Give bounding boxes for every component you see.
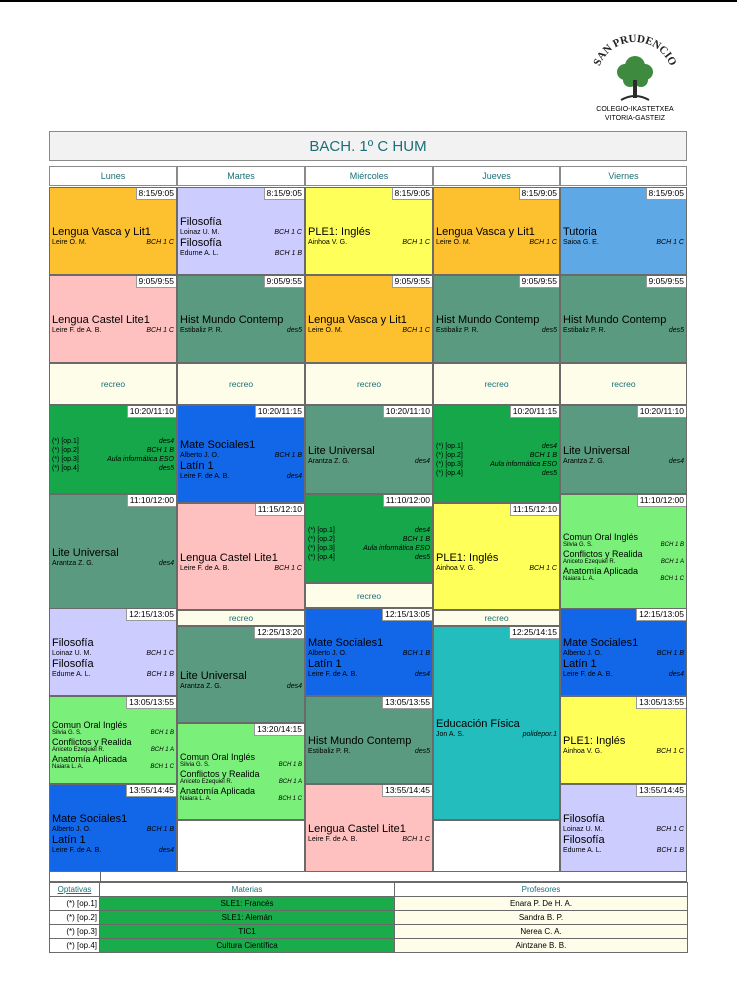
teacher-name: Leire F. de A. B.	[180, 472, 230, 480]
teacher-name: Jon A. S.	[436, 731, 465, 738]
recreo-block: recreo	[305, 583, 433, 608]
room-label: des4	[286, 682, 302, 690]
schedule-title: BACH. 1º C HUM	[49, 131, 687, 161]
day-header: Miércoles	[305, 166, 433, 186]
teacher-name: Ainhoa V. G.	[308, 239, 348, 246]
slot-time: 12:15/13:05	[382, 609, 432, 621]
teacher-name: Silvia G. S.	[180, 761, 210, 768]
teacher-name: Loinaz U. M.	[52, 649, 92, 657]
room-label: BCH 1 B	[150, 730, 174, 736]
subject-name: Latín 1	[308, 657, 342, 670]
room-label: BCH 1 C	[150, 764, 174, 770]
tree-logo-icon	[585, 22, 685, 106]
teacher-name: Estibaliz P. R.	[180, 327, 223, 334]
room-label: BCH 1 C	[656, 239, 684, 246]
class-slot[interactable]	[305, 784, 433, 872]
room-label: BCH 1 B	[656, 846, 684, 854]
materias-header: Materias	[100, 883, 395, 897]
slot-time: 11:15/12:10	[510, 504, 559, 516]
room-label: BCH 1 B	[278, 761, 302, 768]
class-slot[interactable]	[560, 275, 687, 363]
class-slot[interactable]	[177, 275, 305, 363]
subject-name: Hist Mundo Contemp	[563, 314, 667, 326]
class-slot[interactable]	[433, 187, 560, 275]
teacher-name: Naiara L. A.	[563, 575, 595, 582]
teacher-name: Leire O. M.	[436, 239, 471, 246]
class-slot[interactable]	[305, 608, 433, 696]
subject-name: Anatomía Aplicada	[180, 785, 256, 796]
teacher-name: Arantza Z. G.	[563, 457, 605, 465]
option-code: (*) [op.2]	[50, 911, 100, 925]
subject-name: Lengua Vasca y Lit1	[308, 314, 407, 326]
room-label: des4	[414, 527, 430, 534]
teacher-name: (*) [op.1]	[52, 438, 79, 445]
option-code: (*) [op.1]	[50, 897, 100, 911]
slot-time: 10:20/11:15	[255, 406, 304, 418]
slot-time: 8:15/9:05	[136, 188, 176, 200]
class-slot[interactable]	[305, 696, 433, 784]
teacher-name: Aniceto Ezequiel R.	[180, 778, 233, 785]
room-label: des5	[541, 327, 557, 334]
class-slot[interactable]	[560, 696, 687, 784]
class-slot[interactable]	[49, 275, 177, 363]
room-label: des4	[668, 457, 684, 465]
teacher-name: Loinaz U. M.	[180, 228, 220, 236]
slot-time: 13:55/14:45	[126, 785, 176, 797]
teacher-name: Silvia G. S.	[563, 541, 593, 548]
room-label: BCH 1 C	[402, 327, 430, 334]
slot-time: 9:05/9:55	[392, 276, 432, 288]
room-label: BCH 1 C	[656, 825, 684, 833]
logo-line-2: VITORIA-GASTEIZ	[604, 115, 666, 122]
teacher-name: Alberto J. O.	[52, 825, 91, 833]
subject-name: Latín 1	[180, 459, 214, 472]
slot-time: 8:15/9:05	[646, 188, 686, 200]
option-subject: TIC1	[100, 925, 395, 939]
room-label: BCH 1 C	[146, 239, 174, 246]
slot-time: 9:05/9:55	[136, 276, 176, 288]
subject-name: Educación Física	[436, 718, 520, 730]
slot-time: 10:20/11:10	[383, 406, 432, 418]
optativas-header[interactable]: Optativas	[50, 883, 100, 897]
slot-time: 11:10/12:00	[637, 495, 686, 507]
class-slot[interactable]	[49, 784, 177, 872]
slot-time: 13:05/13:55	[126, 697, 176, 709]
slot-time: 11:10/12:00	[383, 495, 432, 507]
teacher-name: Ainhoa V. G.	[563, 748, 603, 755]
school-logo	[585, 22, 685, 132]
teacher-name: (*) [op.4]	[308, 554, 335, 561]
class-slot[interactable]	[305, 275, 433, 363]
class-slot[interactable]	[560, 494, 687, 609]
empty-slot	[177, 820, 305, 872]
room-label: BCH 1 A	[278, 778, 302, 785]
teacher-name: Loinaz U. M.	[563, 825, 603, 833]
teacher-name: Ainhoa V. G.	[436, 564, 476, 572]
slot-time: 9:05/9:55	[264, 276, 304, 288]
teacher-name: (*) [op.2]	[52, 447, 79, 454]
subject-name: Comun Oral Inglés	[563, 531, 639, 542]
recreo-block: recreo	[49, 363, 177, 405]
subject-name: Lengua Vasca y Lit1	[436, 226, 535, 238]
subject-name: Lengua Castel Lite1	[52, 314, 150, 326]
slot-time: 10:20/11:15	[510, 406, 559, 418]
slot-time: 11:10/12:00	[127, 495, 176, 507]
room-label: BCH 1 C	[146, 327, 174, 334]
class-slot[interactable]	[177, 723, 305, 820]
subject-name: Latín 1	[52, 833, 86, 846]
slot-time: 12:25/14:15	[509, 627, 559, 639]
teacher-name: Naiara L. A.	[180, 795, 212, 802]
class-slot[interactable]	[305, 494, 433, 583]
room-label: BCH 1 B	[274, 451, 302, 459]
slot-time: 8:15/9:05	[392, 188, 432, 200]
subject-name: Conflictos y Realida	[563, 548, 643, 559]
subject-name: Mate Sociales1	[563, 636, 639, 649]
room-label: des5	[286, 327, 302, 334]
subject-name: Filosofía	[180, 236, 222, 249]
option-row	[50, 897, 688, 911]
teacher-name: Alberto J. O.	[180, 451, 219, 459]
subject-name: Hist Mundo Contemp	[180, 314, 284, 326]
room-label: BCH 1 C	[274, 564, 302, 572]
slot-time: 9:05/9:55	[519, 276, 559, 288]
subject-name: Anatomía Aplicada	[563, 565, 639, 576]
teacher-name: Arantza Z. G.	[180, 682, 222, 690]
slot-time: 11:15/12:10	[255, 504, 304, 516]
room-label: BCH 1 C	[278, 795, 302, 802]
slot-time: 9:05/9:55	[646, 276, 686, 288]
room-label: Aula informática ESO	[107, 456, 174, 463]
day-header: Jueves	[433, 166, 560, 186]
teacher-name: Alberto J. O.	[308, 649, 347, 657]
subject-name: Lengua Vasca y Lit1	[52, 226, 151, 238]
class-slot[interactable]	[49, 405, 177, 494]
room-label: Aula informática ESO	[363, 545, 430, 552]
teacher-name: Leire F. de A. B.	[308, 836, 358, 843]
teacher-name: Leire F. de A. B.	[52, 846, 102, 854]
room-label: BCH 1 B	[656, 649, 684, 657]
room-label: Aula informática ESO	[490, 460, 557, 468]
teacher-name: Saioa G. E.	[563, 239, 599, 246]
teacher-name: Leire F. de A. B.	[52, 327, 102, 334]
class-slot[interactable]	[305, 187, 433, 275]
slot-time: 13:55/14:45	[636, 785, 686, 797]
recreo-block: recreo	[560, 363, 687, 405]
class-slot[interactable]	[560, 608, 687, 696]
teacher-name: Leire O. M.	[52, 239, 87, 246]
room-label: des4	[414, 670, 430, 678]
option-row	[50, 925, 688, 939]
option-teacher: Enara P. De H. A.	[395, 897, 688, 911]
subject-name: Lite Universal	[52, 546, 119, 559]
option-code: (*) [op.3]	[50, 925, 100, 939]
room-label: BCH 1 B	[274, 249, 302, 257]
room-label: des5	[541, 469, 557, 477]
subject-name: Mate Sociales1	[180, 438, 256, 451]
teacher-name: Edurne A. L.	[180, 249, 219, 257]
subject-name: Filosofía	[180, 215, 222, 228]
slot-time: 13:20/14:15	[254, 724, 304, 736]
subject-name: PLE1: Inglés	[436, 551, 499, 564]
svg-text:SAN PRUDENCIO: SAN PRUDENCIO	[591, 32, 679, 68]
teacher-name: (*) [op.4]	[52, 465, 79, 472]
teacher-name: (*) [op.3]	[308, 545, 335, 552]
room-label: BCH 1 B	[402, 536, 430, 543]
option-teacher: Aintzane B. B.	[395, 939, 688, 953]
day-header: Viernes	[560, 166, 687, 186]
option-subject: Cultura Científica	[100, 939, 395, 953]
room-label: BCH 1 C	[529, 564, 557, 572]
slot-time: 13:55/14:45	[382, 785, 432, 797]
subject-name: Mate Sociales1	[308, 636, 384, 649]
teacher-name: Edurne A. L.	[52, 670, 91, 678]
subject-name: Lengua Castel Lite1	[180, 551, 278, 564]
recreo-block: recreo	[433, 610, 560, 626]
class-slot[interactable]	[433, 405, 560, 503]
room-label: BCH 1 B	[146, 825, 174, 833]
room-label: BCH 1 A	[150, 747, 174, 753]
teacher-name: (*) [op.2]	[436, 451, 463, 459]
subject-name: Conflictos y Realida	[52, 737, 132, 747]
room-label: BCH 1 C	[660, 575, 684, 582]
option-code: (*) [op.4]	[50, 939, 100, 953]
room-label: des5	[158, 465, 174, 472]
option-subject: SLE1: Alemán	[100, 911, 395, 925]
subject-name: Hist Mundo Contemp	[308, 735, 412, 747]
teacher-name: Aniceto Ezequiel R.	[52, 747, 105, 753]
subject-name: Comun Oral Inglés	[52, 720, 128, 730]
slot-time: 10:20/11:10	[637, 406, 686, 418]
class-slot[interactable]	[49, 696, 177, 784]
teacher-name: Naiara L. A.	[52, 764, 84, 770]
class-slot[interactable]	[305, 405, 433, 494]
class-slot[interactable]	[433, 275, 560, 363]
subject-name: Lite Universal	[180, 669, 247, 682]
class-slot[interactable]	[177, 626, 305, 723]
class-slot[interactable]	[433, 626, 560, 820]
room-label: BCH 1 C	[402, 836, 430, 843]
day-header: Lunes	[49, 166, 177, 186]
room-label: des5	[414, 554, 430, 561]
room-label: des4	[414, 457, 430, 465]
slot-time: 12:15/13:05	[126, 609, 176, 621]
room-label: BCH 1 C	[274, 228, 302, 236]
slot-time: 8:15/9:05	[264, 188, 304, 200]
slot-time: 10:20/11:10	[127, 406, 176, 418]
room-label: BCH 1 B	[660, 541, 684, 548]
class-slot[interactable]	[433, 503, 560, 610]
recreo-block: recreo	[305, 363, 433, 405]
teacher-name: Leire O. M.	[308, 327, 343, 334]
option-subject: SLE1: Francés	[100, 897, 395, 911]
option-teacher: Nerea C. A.	[395, 925, 688, 939]
room-label: BCH 1 B	[146, 447, 174, 454]
recreo-block: recreo	[177, 610, 305, 626]
class-slot[interactable]	[49, 494, 177, 609]
teacher-name: Estibaliz P. R.	[563, 327, 606, 334]
subject-name: Filosofía	[52, 636, 94, 649]
teacher-name: Edurne A. L.	[563, 846, 602, 854]
room-label: BCH 1 B	[146, 670, 174, 678]
subject-name: Comun Oral Inglés	[180, 751, 256, 762]
room-label: des4	[668, 670, 684, 678]
room-label: des5	[668, 327, 684, 334]
teacher-name: Estibaliz P. R.	[436, 327, 479, 334]
room-label: BCH 1 B	[402, 649, 430, 657]
subject-name: Lite Universal	[308, 444, 375, 457]
subject-name: Tutoria	[563, 226, 597, 238]
room-label: BCH 1 A	[660, 558, 684, 565]
teacher-name: (*) [op.2]	[308, 536, 335, 543]
options-table	[49, 882, 688, 953]
teacher-name: Estibaliz P. R.	[308, 748, 351, 755]
slot-time: 13:05/13:55	[636, 697, 686, 709]
logo-line-1: COLEGIO-IKASTETXEA	[596, 106, 674, 113]
teacher-name: Arantza Z. G.	[308, 457, 350, 465]
room-label: des4	[286, 472, 302, 480]
class-slot[interactable]	[177, 187, 305, 275]
subject-name: Lite Universal	[563, 444, 630, 457]
teacher-name: (*) [op.3]	[436, 460, 463, 468]
table-spacer	[49, 871, 687, 882]
room-label: polidepor.1	[522, 731, 557, 738]
empty-slot	[433, 820, 560, 872]
subject-name: Filosofía	[52, 657, 94, 670]
subject-name: PLE1: Inglés	[308, 226, 371, 238]
slot-time: 12:25/13:20	[254, 627, 304, 639]
teacher-name: Arantza Z. G.	[52, 559, 94, 567]
slot-time: 8:15/9:05	[519, 188, 559, 200]
option-row	[50, 939, 688, 953]
profesores-header: Profesores	[395, 883, 688, 897]
room-label: des4	[158, 846, 174, 854]
subject-name: Anatomía Aplicada	[52, 754, 128, 764]
option-row	[50, 911, 688, 925]
option-teacher: Sandra B. P.	[395, 911, 688, 925]
teacher-name: Alberto J. O.	[563, 649, 602, 657]
room-label: BCH 1 B	[529, 451, 557, 459]
subject-name: Filosofía	[563, 833, 605, 846]
room-label: des5	[414, 748, 430, 755]
slot-time: 12:15/13:05	[636, 609, 686, 621]
room-label: des4	[158, 438, 174, 445]
teacher-name: Leire F. de A. B.	[308, 670, 358, 678]
subject-name: Conflictos y Realida	[180, 768, 260, 779]
class-slot[interactable]	[49, 187, 177, 275]
room-label: des4	[158, 559, 174, 567]
room-label: BCH 1 C	[146, 649, 174, 657]
teacher-name: (*) [op.4]	[436, 469, 463, 477]
class-slot[interactable]	[560, 784, 687, 872]
class-slot[interactable]	[177, 405, 305, 503]
teacher-name: Leire F. de A. B.	[180, 564, 230, 572]
class-slot[interactable]	[560, 405, 687, 494]
room-label: BCH 1 C	[402, 239, 430, 246]
recreo-block: recreo	[177, 363, 305, 405]
teacher-name: (*) [op.1]	[436, 442, 463, 450]
subject-name: PLE1: Inglés	[563, 735, 626, 747]
room-label: BCH 1 C	[656, 748, 684, 755]
recreo-block: recreo	[433, 363, 560, 405]
subject-name: Hist Mundo Contemp	[436, 314, 540, 326]
subject-name: Lengua Castel Lite1	[308, 823, 406, 835]
day-header: Martes	[177, 166, 305, 186]
teacher-name: Silvia G. S.	[52, 730, 82, 736]
teacher-name: (*) [op.3]	[52, 456, 79, 463]
teacher-name: Aniceto Ezequiel R.	[563, 558, 616, 565]
teacher-name: (*) [op.1]	[308, 527, 335, 534]
subject-name: Mate Sociales1	[52, 812, 128, 825]
teacher-name: Leire F. de A. B.	[563, 670, 613, 678]
class-slot[interactable]	[177, 503, 305, 610]
subject-name: Latín 1	[563, 657, 597, 670]
room-label: des4	[541, 442, 557, 450]
top-border	[0, 0, 737, 2]
subject-name: Filosofía	[563, 812, 605, 825]
class-slot[interactable]	[49, 608, 177, 696]
slot-time: 13:05/13:55	[382, 697, 432, 709]
class-slot[interactable]	[560, 187, 687, 275]
room-label: BCH 1 C	[529, 239, 557, 246]
